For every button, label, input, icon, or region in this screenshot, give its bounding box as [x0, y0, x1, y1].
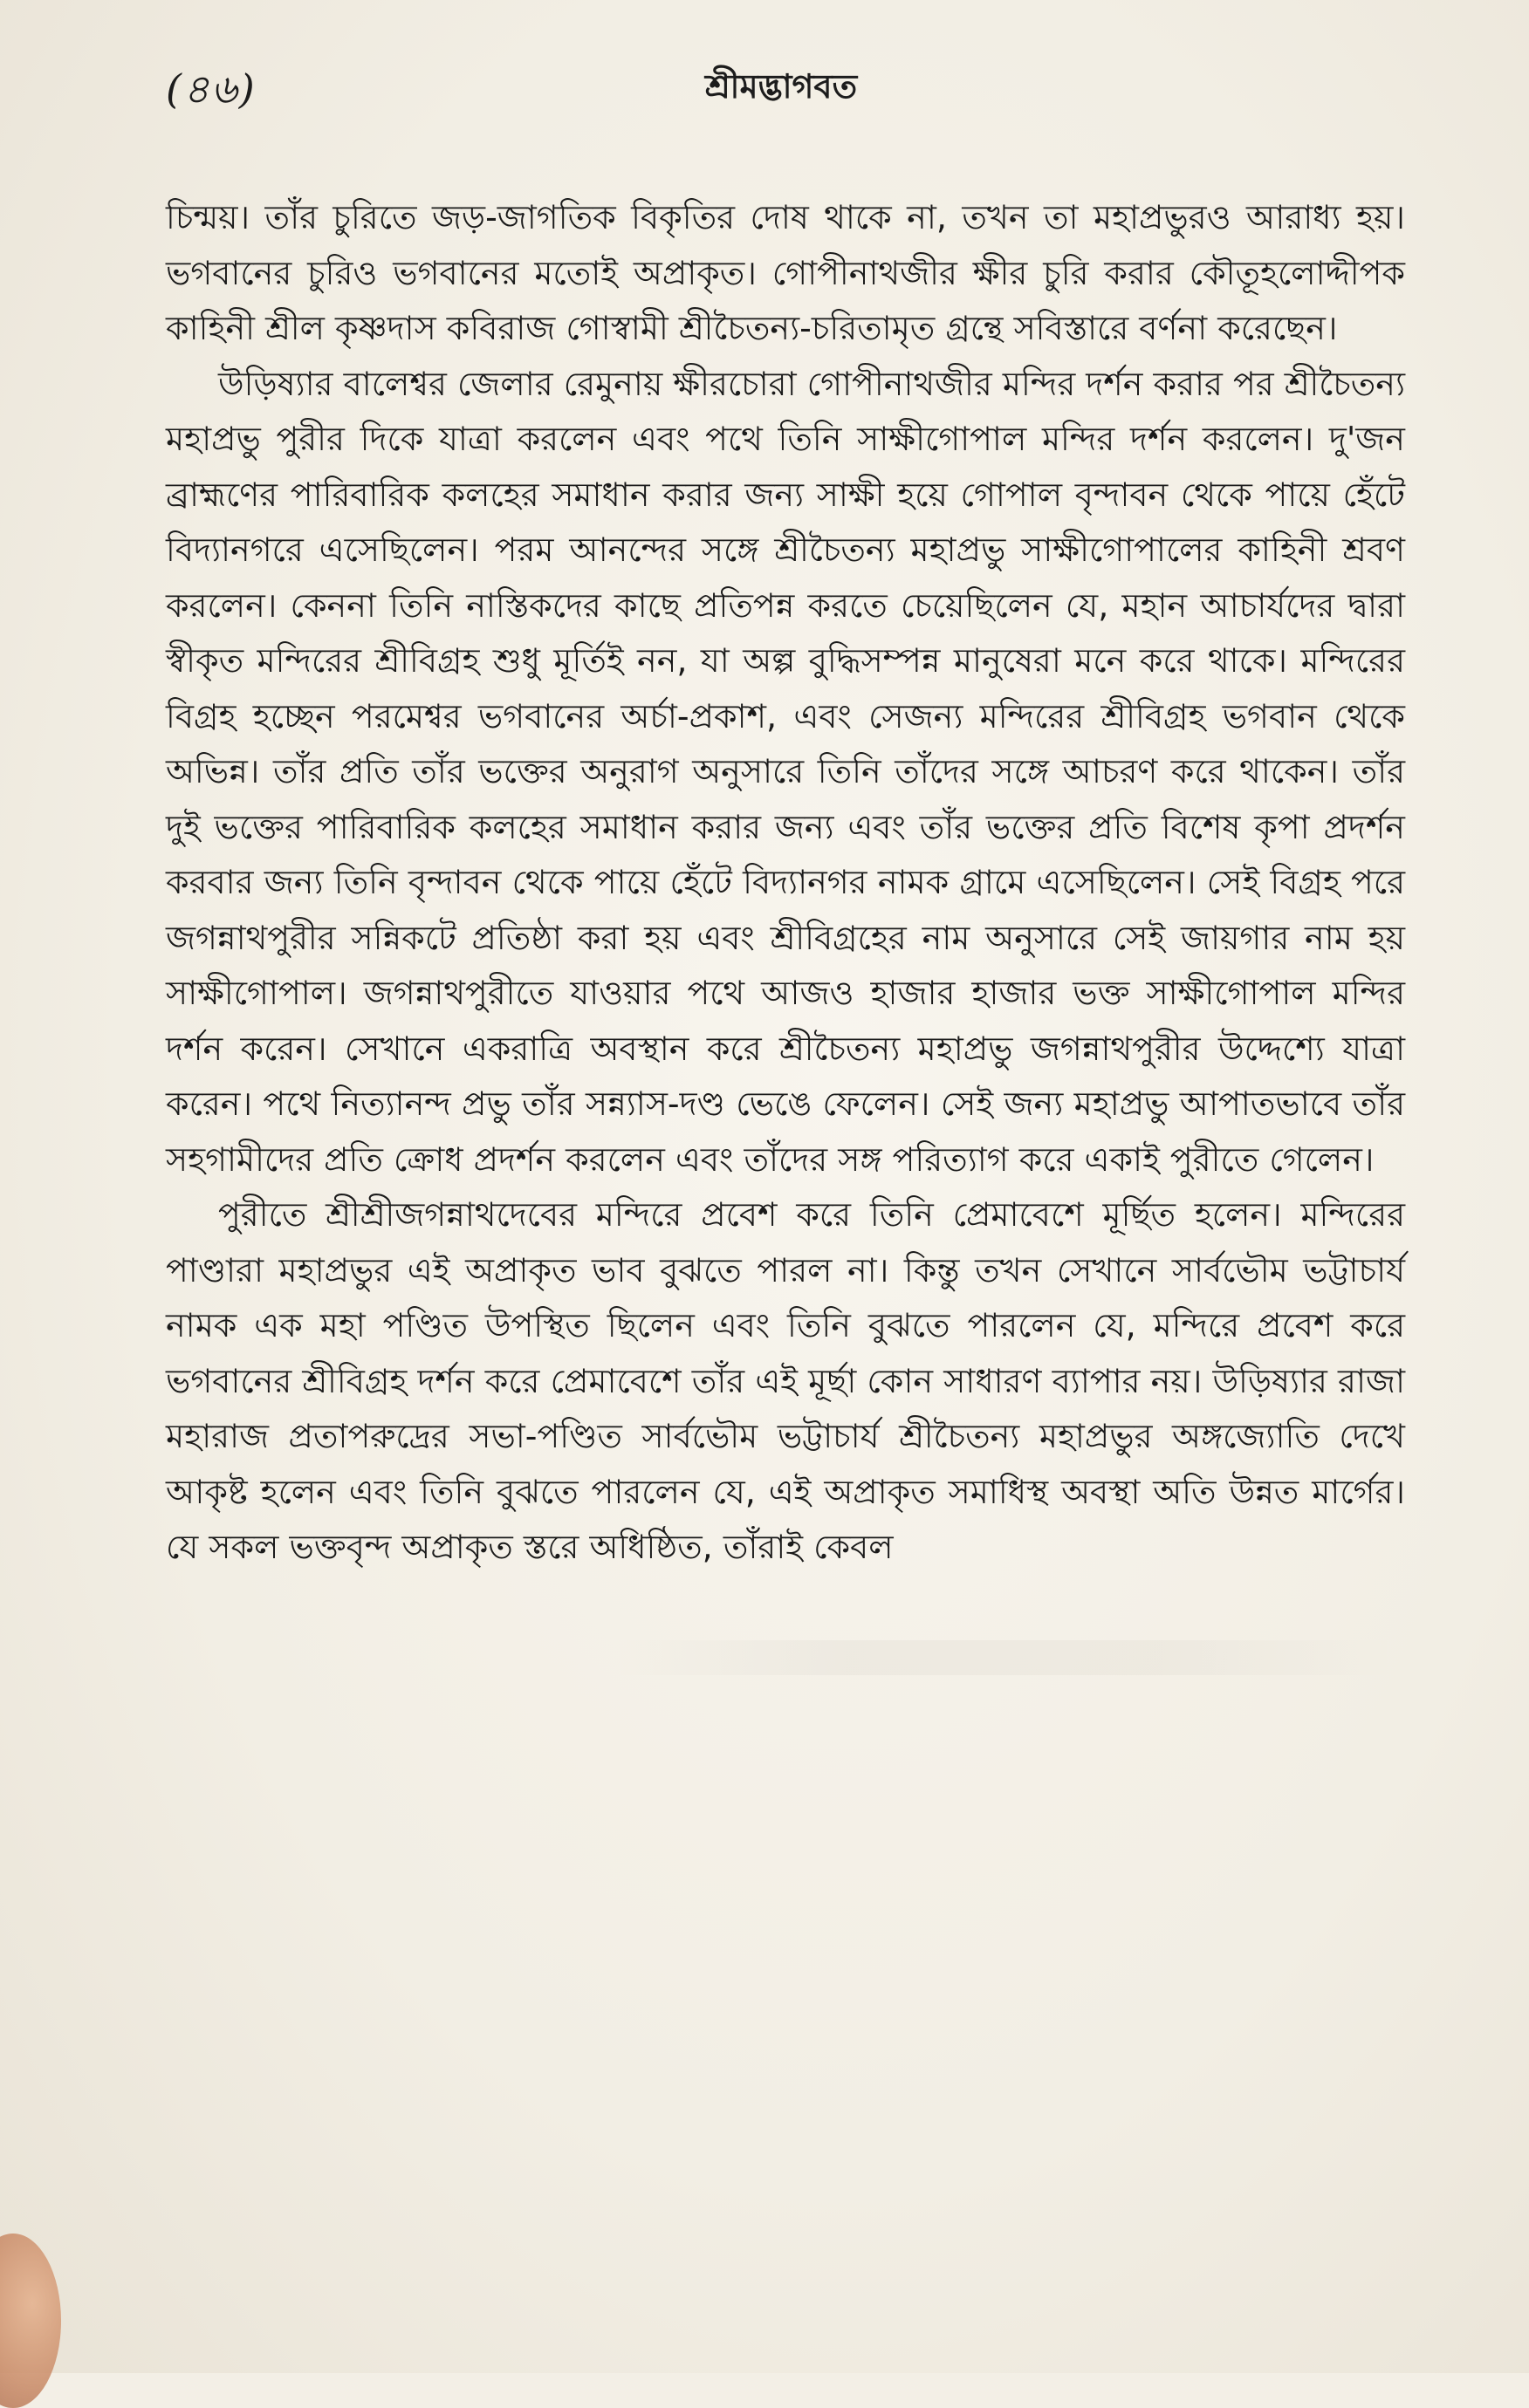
show-through-shadow — [611, 1640, 1396, 1675]
paragraph-1: চিন্ময়। তাঁর চুরিতে জড়-জাগতিক বিকৃতির দোষ থাকে না, তখন তা মহাপ্রভুরও আরাধ্য হয়। ভগবানের চুরিও ভগবানের মতোই অপ্রাকৃত। গোপীনাথজীর ক্ষীর চুরি করার কৌতূহলোদ্দীপক কাহিনী শ্রীল কৃষ্ণদাস কবিরাজ গোস্বামী শ্রীচৈতন্য-চরিতামৃত গ্রন্থে সবিস্তারে বর্ণনা করেছেন। — [166, 198, 1405, 347]
page-number: (৪৬) — [166, 65, 257, 113]
body-text — [166, 190, 1405, 1576]
running-head-title: শ্রীমদ্ভাগবত — [704, 67, 858, 106]
paragraph-2: উড়িষ্যার বালেশ্বর জেলার রেমুনায় ক্ষীরচোরা গোপীনাথজীর মন্দির দর্শন করার পর শ্রীচৈতন্য মহাপ্রভু পুরীর দিকে যাত্রা করলেন এবং পথে তিনি সাক্ষীগোপাল মন্দির দর্শন করলেন। দু'জন ব্রাহ্মণের পারিবারিক কলহের সমাধান করার জন্য সাক্ষী হয়ে গোপাল বৃন্দাবন থেকে পায়ে হেঁটে বিদ্যানগরে এসেছিলেন। পরম আনন্দের সঙ্গে শ্রীচৈতন্য মহাপ্রভু সাক্ষীগোপালের কাহিনী শ্রবণ করলেন। কেননা তিনি নাস্তিকদের কাছে প্রতিপন্ন করতে চেয়েছিলেন যে, মহান আচার্যদের দ্বারা স্বীকৃত মন্দিরের শ্রীবিগ্রহ শুধু মূর্তিই নন, যা অল্প বুদ্ধিসম্পন্ন মানুষেরা মনে করে থাকে। মন্দিরের বিগ্রহ হচ্ছেন পরমেশ্বর ভগবানের অর্চা-প্রকাশ, এবং সেজন্য মন্দিরের শ্রীবিগ্রহ ভগবান থেকে অভিন্ন। তাঁর প্রতি তাঁর ভক্তের অনুরাগ অনুসারে তিনি তাঁদের সঙ্গে আচরণ করে থাকেন। তাঁর দুই ভক্তের পারিবারিক কলহের সমাধান করার জন্য এবং তাঁর ভক্তের প্রতি বিশেষ কৃপা প্রদর্শন করবার জন্য তিনি বৃন্দাবন থেকে পায়ে হেঁটে বিদ্যানগর নামক গ্রামে এসেছিলেন। সেই বিগ্রহ পরে জগন্নাথপুরীর সন্নিকটে প্রতিষ্ঠা করা হয় এবং শ্রীবিগ্রহের নাম অনুসারে সেই জায়গার নাম হয় সাক্ষীগোপাল। জগন্নাথপুরীতে যাওয়ার পথে আজও হাজার হাজার ভক্ত সাক্ষীগোপাল মন্দির দর্শন করেন। সেখানে একরাত্রি অবস্থান করে শ্রীচৈতন্য মহাপ্রভু জগন্নাথপুরীর উদ্দেশ্যে যাত্রা করেন। পথে নিত্যানন্দ প্রভু তাঁর সন্ন্যাস-দণ্ড ভেঙে ফেলেন। সেই জন্য মহাপ্রভু আপাতভাবে তাঁর সহগামীদের প্রতি ক্রোধ প্রদর্শন করলেন এবং তাঁদের সঙ্গ পরিত্যাগ করে একাই পুরীতে গেলেন। — [166, 364, 1405, 1179]
thumb-edge — [0, 2234, 61, 2408]
paragraph-3: পুরীতে শ্রীশ্রীজগন্নাথদেবের মন্দিরে প্রবেশ করে তিনি প্রেমাবেশে মূর্ছিত হলেন। মন্দিরের পাণ্ডারা মহাপ্রভুর এই অপ্রাকৃত ভাব বুঝতে পারল না। কিন্তু তখন সেখানে সার্বভৌম ভট্টাচার্য নামক এক মহা পণ্ডিত উপস্থিত ছিলেন এবং তিনি বুঝতে পারলেন যে, মন্দিরে প্রবেশ করে ভগবানের শ্রীবিগ্রহ দর্শন করে প্রেমাবেশে তাঁর এই মূর্ছা কোন সাধারণ ব্যাপার নয়। উড়িষ্যার রাজা মহারাজ প্রতাপরুদ্রের সভা-পণ্ডিত সার্বভৌম ভট্টাচার্য শ্রীচৈতন্য মহাপ্রভুর অঙ্গজ্যোতি দেখে আকৃষ্ট হলেন এবং তিনি বুঝতে পারলেন যে, এই অপ্রাকৃত সমাধিস্থ অবস্থা অতি উন্নত মার্গের। যে সকল ভক্তবৃন্দ অপ্রাকৃত স্তরে অধিষ্ঠিত, তাঁরাই কেবল — [166, 1195, 1405, 1566]
page-header — [166, 59, 1396, 120]
